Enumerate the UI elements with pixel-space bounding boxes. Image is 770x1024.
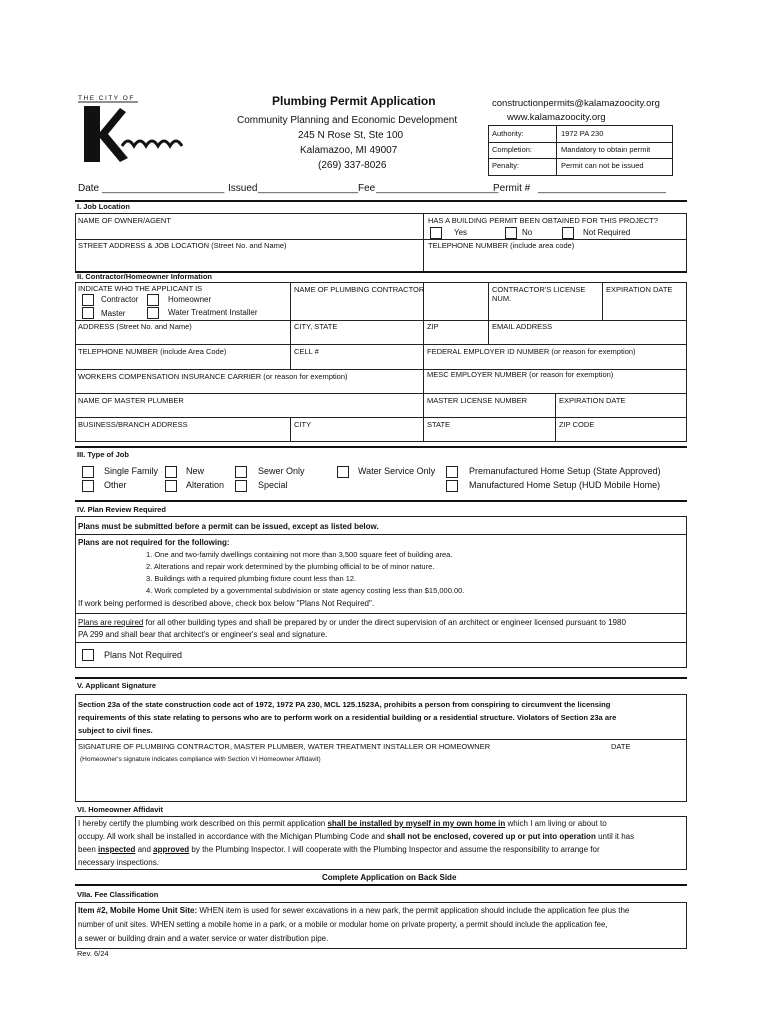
single-family-label: Single Family [104,466,159,476]
affidavit-box [75,816,687,870]
section-3-title: III. Type of Job [77,450,129,459]
no-checkbox[interactable] [505,227,517,239]
fee-line-2: number of unit sites. WHEN setting a mobile home in a park, or a mobile or modular home on private property, a permit should include the application fee, [78,920,608,929]
mesc-field[interactable]: MESC EMPLOYER NUMBER (or reason for exemption) [427,370,614,379]
alteration-label: Alteration [186,480,225,490]
yes-checkbox[interactable] [430,227,442,239]
issued-field[interactable]: __________________ [258,183,359,194]
manufactured-checkbox[interactable] [446,480,458,492]
completion-value: Mandatory to obtain permit [561,145,651,154]
city-state-field[interactable]: CITY, STATE [294,322,338,331]
logo-small-text: THE CITY OF [78,95,135,102]
sewer-only-label: Sewer Only [258,466,305,476]
issued-label: Issued [228,183,258,194]
penalty-value: Permit can not be issued [561,161,644,170]
section-1-title: I. Job Location [77,202,130,211]
homeowner-checkbox[interactable] [147,294,159,306]
water-service-checkbox[interactable] [337,466,349,478]
plumbing-contractor-name-field[interactable]: NAME OF PLUMBING CONTRACTOR [294,285,425,294]
contractor-grid [75,282,687,442]
address-field[interactable]: ADDRESS (Street No. and Name) [78,322,192,331]
signature-date-field[interactable]: DATE [611,742,631,751]
fee-line-1 [78,907,629,915]
indicate-applicant: INDICATE WHO THE APPLICANT IS [78,284,203,293]
wti-label: Water Treatment Installer [168,308,258,317]
signature-field[interactable]: SIGNATURE OF PLUMBING CONTRACTOR, MASTER PLUMBER, WATER TREATMENT INSTALLER OR HOMEOWNER [78,742,491,751]
authority-label: Authority: [492,129,524,138]
affidavit-1a: I hereby certify the plumbing work described on this permit application [78,819,328,828]
section-5-title: V. Applicant Signature [77,681,157,690]
date-field[interactable]: ______________________ [102,183,225,194]
owner-agent-field[interactable]: NAME OF OWNER/AGENT [78,216,171,225]
plans-not-required-checkbox[interactable] [82,649,94,661]
email: constructionpermits@kalamazoocity.org [492,98,660,109]
section-6-title: VI. Homeowner Affidavit [77,805,163,814]
premanufactured-label: Premanufactured Home Setup (State Approved) [469,466,661,476]
master-plumber-name-field[interactable]: NAME OF MASTER PLUMBER [78,396,184,405]
affidavit-1b: shall be installed by myself in my own home in [327,819,506,828]
plans-not-required-heading: Plans are not required for the following: [78,538,230,547]
telephone-field[interactable]: TELEPHONE NUMBER (include area code) [428,241,575,250]
completion-label: Completion: [492,145,533,154]
penalty-label: Penalty: [492,161,520,170]
affidavit-line-4: necessary inspections. [78,858,159,867]
section-23a-line-1: Section 23a of the state construction code act of 1972, 1972 PA 230, MCL 125.1523A, prohibits a person from conspiring to circumvent the licensing [78,700,611,709]
yes-label: Yes [454,228,468,237]
address-line-2: Kalamazoo, MI 49007 [300,145,398,156]
revision-label: Rev. 6/24 [77,949,109,958]
not-required-label: Not Required [583,228,631,237]
single-family-checkbox[interactable] [82,466,94,478]
complete-back-side: Complete Application on Back Side [322,873,457,882]
other-label: Other [104,480,127,490]
plans-must-text: Plans must be submitted before a permit can be issued, except as listed below. [78,522,379,531]
exemption-4: 4. Work completed by a governmental subdivision or state agency costing less than $15,000.00. [146,586,465,595]
special-label: Special [258,480,288,490]
license-num-label: NUM. [492,294,512,303]
alteration-checkbox[interactable] [165,480,177,492]
plans-required-rest: for all other building types and shall be prepared by or under the direct supervision of an architect or engineer licensed pursuant to 1980 [143,618,626,627]
not-required-checkbox[interactable] [562,227,574,239]
sewer-only-checkbox[interactable] [235,466,247,478]
fee-item-label: Item #2, Mobile Home Unit Site: [78,906,198,915]
new-checkbox[interactable] [165,466,177,478]
department: Community Planning and Economic Development [237,115,458,126]
section-23a-line-3: subject to civil fines. [78,726,153,735]
affidavit-line-3 [78,846,600,854]
fee-line-3: a sewer or building drain and a water service or water distribution pipe. [78,934,329,943]
email-field[interactable]: EMAIL ADDRESS [492,322,553,331]
contractor-checkbox[interactable] [82,294,94,306]
section-4-title: IV. Plan Review Required [77,505,166,514]
section-7-title: VIIa. Fee Classification [77,890,159,899]
zip-field[interactable]: ZIP [427,322,439,331]
affidavit-3b: inspected [98,845,136,854]
date-label: Date [78,183,100,194]
license-field[interactable]: CONTRACTOR'S LICENSE [492,285,586,294]
fee-line-1-rest: WHEN item is used for sewer excavations in a new park, the permit application should include the application fee plus the [197,906,630,915]
fee-classification-box [75,902,687,949]
permit-label: Permit # [493,183,531,194]
website: www.kalamazoocity.org [507,112,606,123]
no-label: No [522,228,533,237]
plan-review-box [75,516,687,668]
exemption-2: 2. Alterations and repair work determined by the plumbing official to be of minor nature. [146,562,435,571]
expiration-field[interactable]: EXPIRATION DATE [606,285,673,294]
form-title: Plumbing Permit Application [272,94,436,108]
affidavit-line-2 [78,833,634,841]
affidavit-2b: shall not be enclosed, covered up or put into operation [386,832,596,841]
water-service-label: Water Service Only [358,466,436,476]
job-location-grid [75,213,687,272]
business-zip-field[interactable]: ZIP CODE [559,420,595,429]
business-state-field[interactable]: STATE [427,420,451,429]
homeowner-note: (Homeowner's signature indicates compliance with Section VI Homeowner Affidavit) [80,756,321,763]
master-label: Master [101,309,126,318]
contractor-label: Contractor [101,295,139,304]
fein-field[interactable]: FEDERAL EMPLOYER ID NUMBER (or reason for exemption) [427,347,636,356]
affidavit-1c: which I am living or about to [505,819,607,828]
business-city-field[interactable]: CITY [294,420,312,429]
affidavit-3d: approved [153,845,190,854]
affidavit-2a: occupy. All work shall be installed in accordance with the Michigan Plumbing Code and [78,832,387,841]
exemption-3: 3. Buildings with a required plumbing fixture count less than 12. [146,574,357,583]
new-label: New [186,466,205,476]
contractor-telephone-field[interactable]: TELEPHONE NUMBER (include Area Code) [78,347,227,356]
master-expiration-field[interactable]: EXPIRATION DATE [559,396,626,405]
affidavit-2c: until it has [595,832,635,841]
fee-field[interactable]: ______________________ [376,183,499,194]
has-permit-question: HAS A BUILDING PERMIT BEEN OBTAINED FOR THIS PROJECT? [428,216,659,225]
fee-label: Fee [358,183,376,194]
section-2-title: II. Contractor/Homeowner Information [77,272,213,281]
section-23a-line-2: requirements of this state relating to persons who are to perform work on a residential building or a residential structure. Violators of Section 23a are [78,713,617,722]
plans-required-text [78,619,626,627]
homeowner-label: Homeowner [168,295,212,304]
plans-required-lead: Plans are required [78,618,144,627]
phone: (269) 337-8026 [318,160,387,171]
authority-table [488,125,673,176]
plans-not-required-label: Plans Not Required [104,650,183,660]
workers-comp-field[interactable]: WORKERS COMPENSATION INSURANCE CARRIER (or reason for exemption) [78,372,348,381]
authority-value: 1972 PA 230 [561,129,604,138]
affidavit-3c: and [135,845,154,854]
other-checkbox[interactable] [82,480,94,492]
master-checkbox[interactable] [82,307,94,319]
kalamazoo-logo [78,96,188,176]
master-license-field[interactable]: MASTER LICENSE NUMBER [427,396,528,405]
affidavit-3e: by the Plumbing Inspector. I will cooperate with the Plumbing Inspector and assume the responsibility to arrange for [189,845,600,854]
wti-checkbox[interactable] [147,307,159,319]
affidavit-line-1 [78,820,607,828]
plans-required-line-2: PA 299 and shall bear that architect's or engineer's seal and signature. [78,630,328,639]
signature-box [75,694,687,802]
affidavit-3a: been [78,845,99,854]
address-line-1: 245 N Rose St, Ste 100 [298,130,404,141]
cell-field[interactable]: CELL # [294,347,319,356]
business-address-field[interactable]: BUSINESS/BRANCH ADDRESS [78,420,188,429]
special-checkbox[interactable] [235,480,247,492]
permit-field[interactable]: _______________________ [538,183,666,194]
street-address-field[interactable]: STREET ADDRESS & JOB LOCATION (Street No. and Name) [78,241,287,250]
premanufactured-checkbox[interactable] [446,466,458,478]
manufactured-label: Manufactured Home Setup (HUD Mobile Home) [469,480,661,490]
check-box-instruction: If work being performed is described above, check box below "Plans Not Required". [78,599,375,608]
exemption-1: 1. One and two-family dwellings containing not more than 3,500 square feet of building area. [146,550,453,559]
